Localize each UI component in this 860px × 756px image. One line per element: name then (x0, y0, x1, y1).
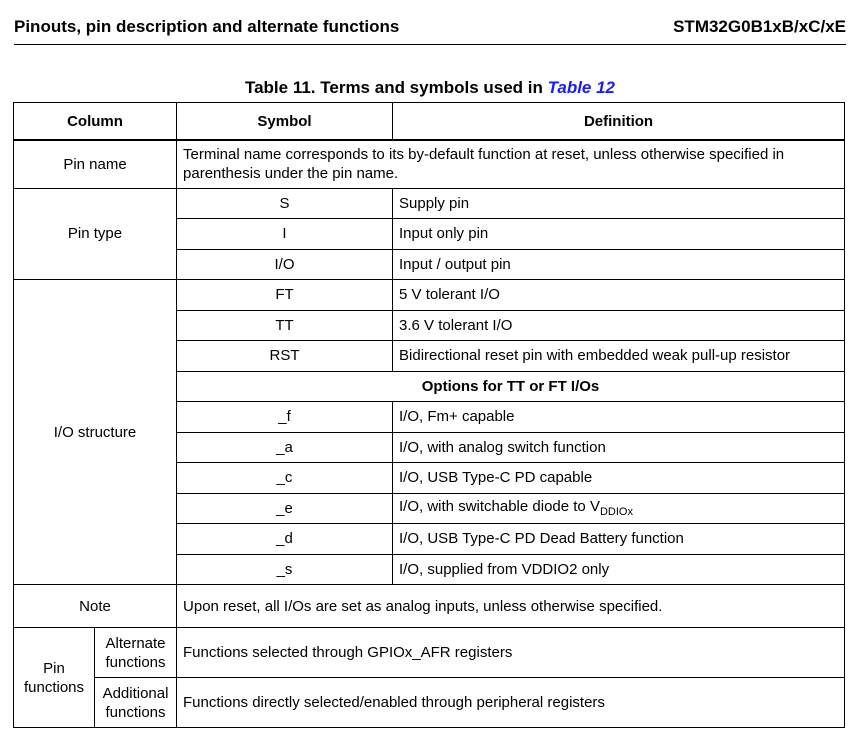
definition-cell: Input / output pin (393, 249, 845, 280)
additional-functions-definition: Functions directly selected/enabled through peripheral registers (177, 678, 845, 728)
definition-cell: 5 V tolerant I/O (393, 280, 845, 311)
symbol-cell: _c (177, 463, 393, 494)
options-subheader: Options for TT or FT I/Os (177, 371, 845, 402)
table-row (14, 280, 845, 311)
definition-cell: I/O, supplied from VDDIO2 only (393, 554, 845, 585)
definition-cell: I/O, USB Type-C PD Dead Battery function (393, 524, 845, 555)
additional-line1: Additional (102, 684, 169, 702)
table-row (14, 188, 845, 219)
terms-table (13, 102, 845, 728)
definition-text: I/O, with switchable diode to V (399, 498, 600, 516)
symbol-cell: FT (177, 280, 393, 311)
definition-cell: Bidirectional reset pin with embedded weak pull-up resistor (393, 341, 845, 372)
table-row (14, 628, 845, 678)
pin-name-definition: Terminal name corresponds to its by-default function at reset, unless otherwise specified in parenthesis under the pin name. (177, 140, 845, 188)
alternate-functions-definition: Functions selected through GPIOx_AFR registers (177, 628, 845, 678)
additional-line2: functions (105, 703, 166, 721)
symbol-cell: _d (177, 524, 393, 555)
row-label-io-structure: I/O structure (14, 280, 177, 585)
row-label-additional-functions (95, 678, 177, 728)
definition-subscript: DDIOx (599, 506, 633, 519)
definition-cell: I/O, with analog switch function (393, 432, 845, 463)
table-12-link[interactable]: Table 12 (547, 78, 616, 97)
table-row (14, 140, 845, 188)
row-label-pin-functions (14, 628, 95, 728)
row-label-alternate-functions (95, 628, 177, 678)
definition-cell: Supply pin (393, 188, 845, 219)
symbol-cell: _a (177, 432, 393, 463)
table-row (14, 678, 845, 728)
definition-cell: 3.6 V tolerant I/O (393, 310, 845, 341)
symbol-cell: _f (177, 402, 393, 433)
symbol-cell: I/O (177, 249, 393, 280)
row-label-pin-type: Pin type (14, 188, 177, 280)
pin-functions-line1: Pin (43, 659, 65, 677)
definition-cell: Input only pin (393, 219, 845, 250)
pin-functions-line2: functions (23, 678, 85, 696)
definition-cell: I/O, USB Type-C PD capable (393, 463, 845, 494)
column-header-symbol: Symbol (177, 103, 393, 141)
table-header-row (14, 103, 845, 141)
row-label-note: Note (14, 585, 177, 628)
row-label-pin-name: Pin name (14, 140, 177, 188)
column-header-definition: Definition (393, 103, 845, 141)
alternate-line1: Alternate (105, 634, 166, 652)
document-part-number: STM32G0B1xB/xC/xE (673, 17, 846, 36)
table-row (14, 585, 845, 628)
alternate-line2: functions (105, 653, 166, 671)
page-header (14, 14, 846, 45)
symbol-cell: RST (177, 341, 393, 372)
note-definition: Upon reset, all I/Os are set as analog inputs, unless otherwise specified. (177, 585, 845, 628)
definition-cell (393, 493, 845, 524)
definition-cell: I/O, Fm+ capable (393, 402, 845, 433)
section-title: Pinouts, pin description and alternate functions (14, 17, 400, 36)
symbol-cell: S (177, 188, 393, 219)
symbol-cell: _s (177, 554, 393, 585)
column-header-column: Column (14, 103, 177, 141)
symbol-cell: _e (177, 493, 393, 524)
symbol-cell: TT (177, 310, 393, 341)
table-caption (0, 78, 860, 98)
caption-text: Table 11. Terms and symbols used in (244, 78, 548, 97)
symbol-cell: I (177, 219, 393, 250)
